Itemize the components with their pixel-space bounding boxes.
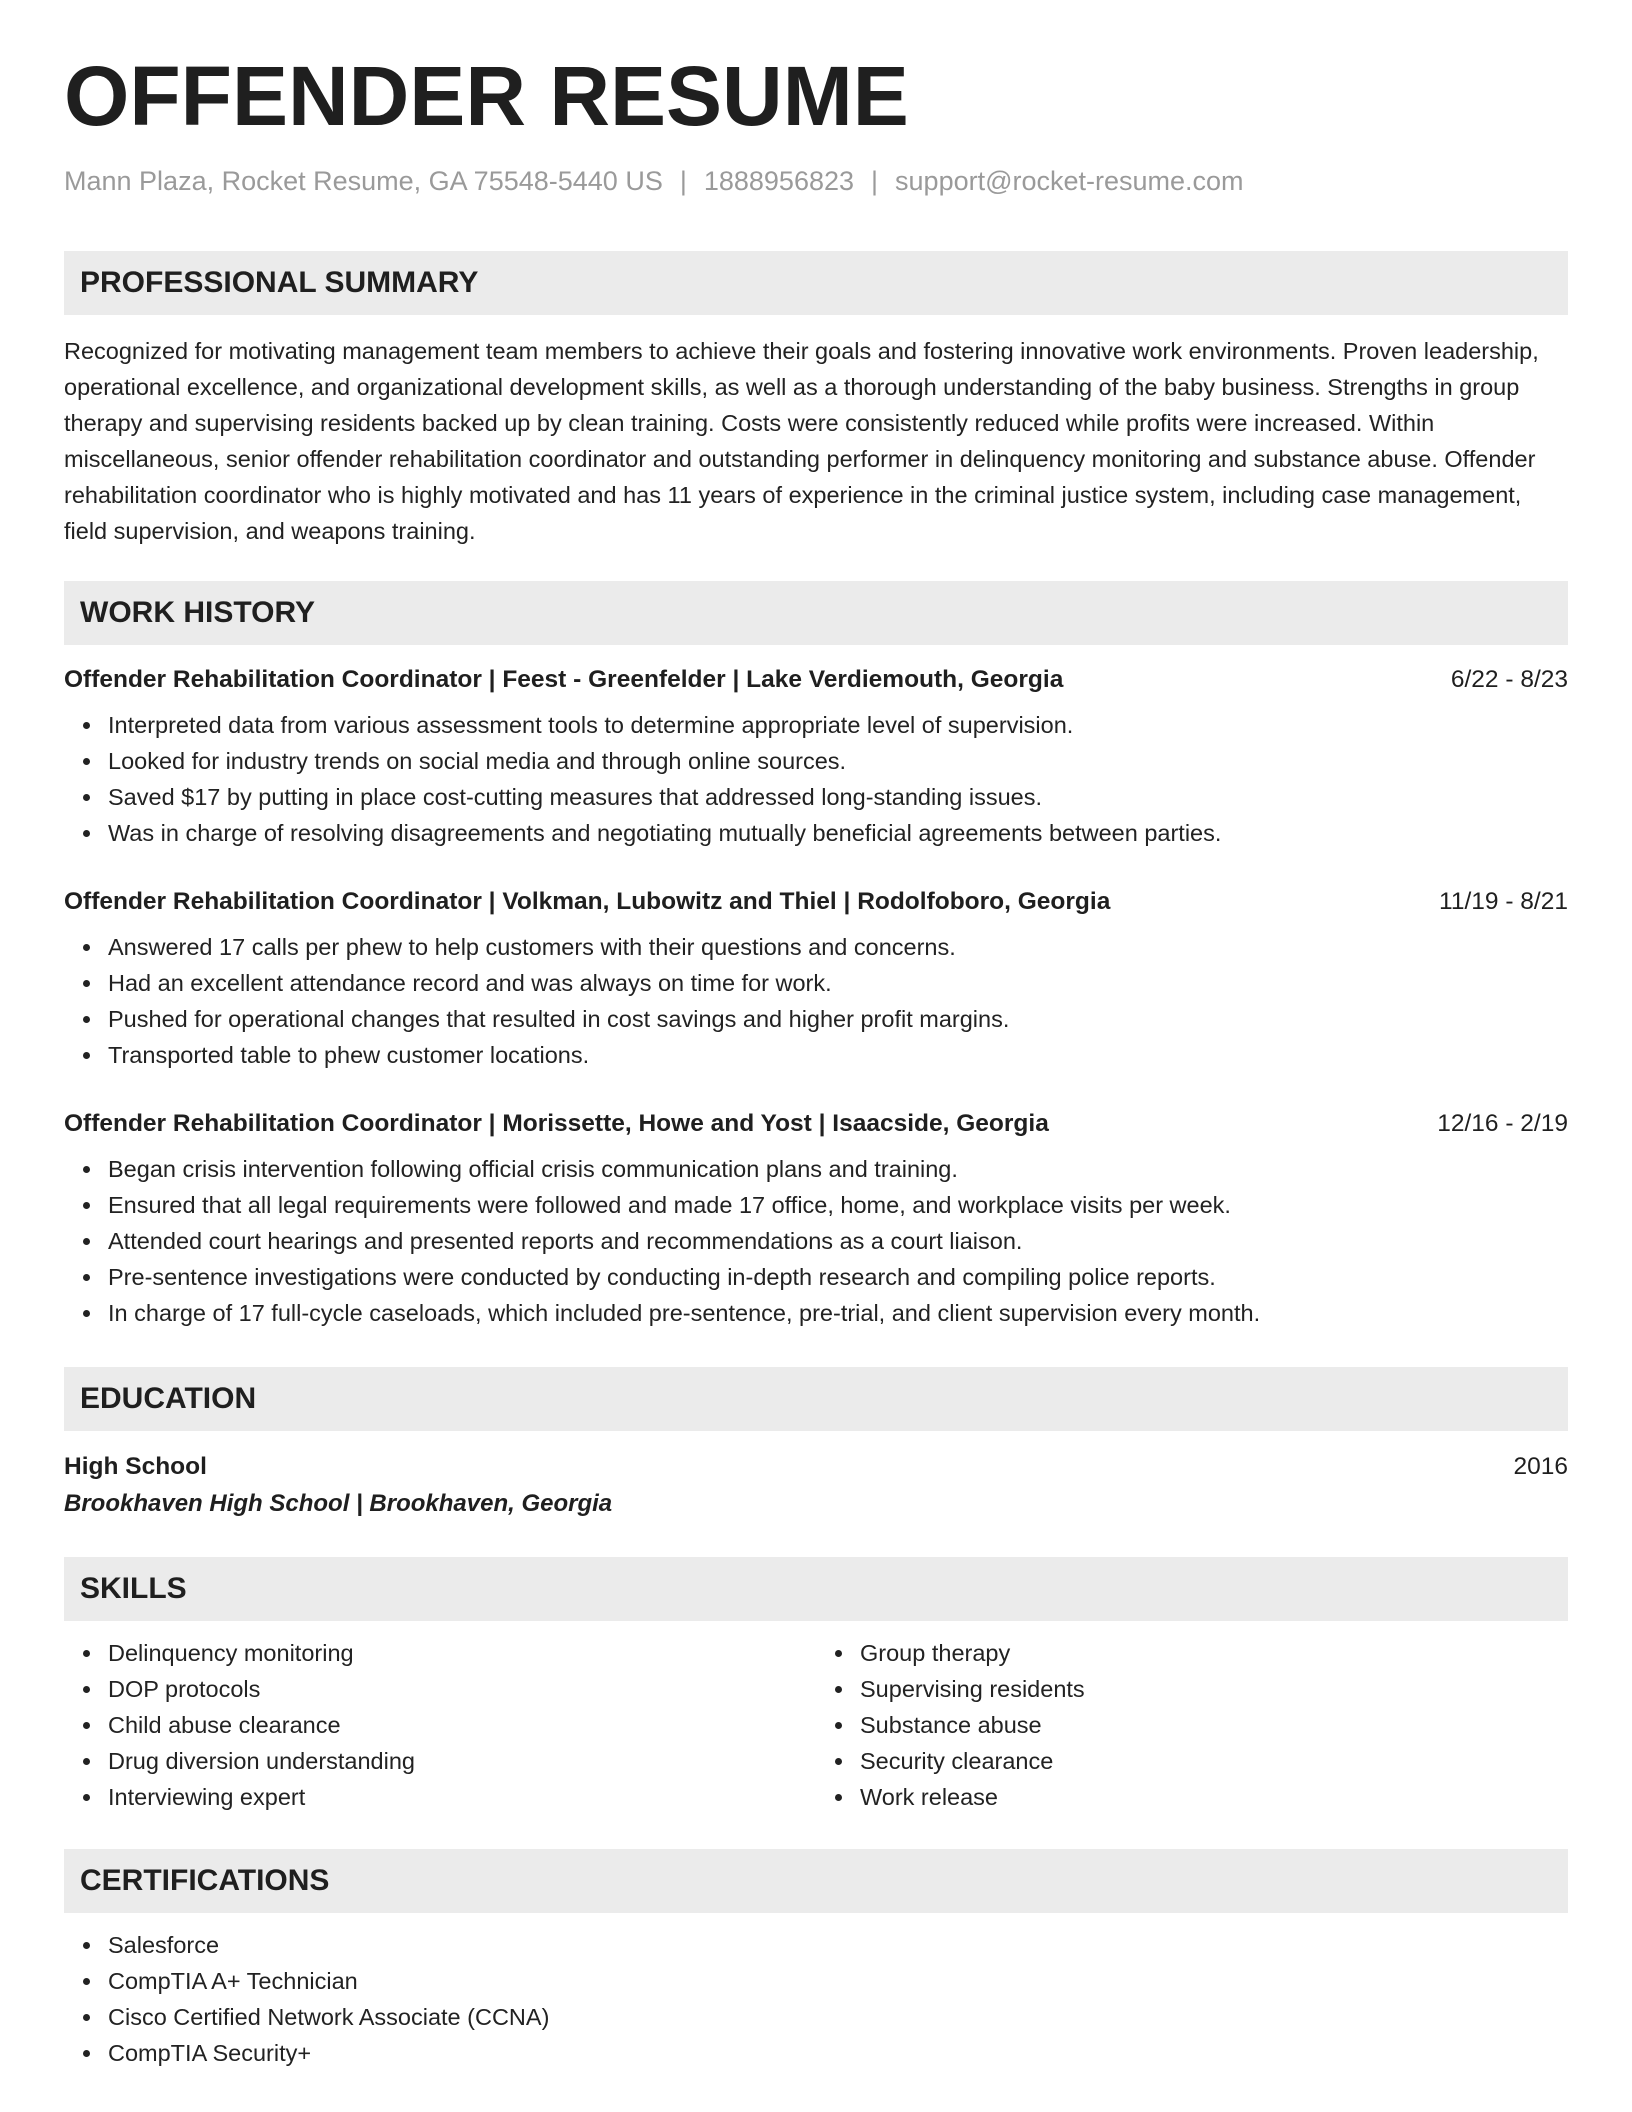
job-bullet: In charge of 17 full-cycle caseloads, which included pre-sentence, pre-trial, and client supervision every month. [108,1295,1568,1331]
resume-title: OFFENDER RESUME [64,49,909,143]
contact-separator: | [871,166,879,196]
skills-column-left [64,1635,816,1815]
job-title-row [64,885,1568,919]
job-bullet: Looked for industry trends on social media and through online sources. [108,743,1568,779]
summary-text: Recognized for motivating management team members to achieve their goals and fostering innovative work environments. Proven leadership, operational excellence, and organizational development skills, as well as a thorough understanding of the baby business. Strengths in group therapy and supervising residents backed up by clean training. Costs were consistently reduced while profits were increased. Within miscellaneous, senior offender rehabilitation coordinator and outstanding performer in delinquency monitoring and substance abuse. Offender rehabilitation coordinator who is highly motivated and has 11 years of experience in the criminal justice system, including case management, field supervision, and weapons training. [64,338,1539,544]
section-header-education: EDUCATION [64,1367,1568,1431]
skill-item: Interviewing expert [108,1779,816,1815]
section-header-certifications: CERTIFICATIONS [64,1849,1568,1913]
job-bullet: Had an excellent attendance record and was always on time for work. [108,965,1568,1001]
education-degree: High School [64,1453,207,1480]
job-dates: 6/22 - 8/23 [1450,666,1568,693]
skill-item: Security clearance [860,1743,1568,1779]
job-bullet: Was in charge of resolving disagreements and negotiating mutually beneficial agreements between parties. [108,815,1568,851]
resume-page [64,49,1568,2071]
job-bullets [64,929,1568,1073]
section-header-summary: PROFESSIONAL SUMMARY [64,251,1568,315]
education-row [64,1449,1568,1485]
education-school: Brookhaven High School | Brookhaven, Georgia [64,1490,613,1517]
skill-item: DOP protocols [108,1671,816,1707]
certification-item: Salesforce [108,1927,1568,1963]
certifications-list [64,1927,1568,2071]
certification-item: CompTIA Security+ [108,2035,1568,2071]
job-bullet: Attended court hearings and presented reports and recommendations as a court liaison. [108,1223,1568,1259]
job-bullet: Interpreted data from various assessment tools to determine appropriate level of supervision. [108,707,1568,743]
job-bullet: Ensured that all legal requirements were followed and made 17 office, home, and workplace visits per week. [108,1187,1568,1223]
job-entry [64,1107,1568,1331]
contact-phone: 1888956823 [703,166,855,196]
job-title: Offender Rehabilitation Coordinator | Volkman, Lubowitz and Thiel | Rodolfoboro, Georgia [64,888,1111,915]
job-bullet: Answered 17 calls per phew to help customers with their questions and concerns. [108,929,1568,965]
job-entry [64,885,1568,1073]
skills-column-right [816,1635,1568,1815]
skill-item: Drug diversion understanding [108,1743,816,1779]
job-title: Offender Rehabilitation Coordinator | Feest - Greenfelder | Lake Verdiemouth, Georgia [64,666,1064,693]
section-header-skills: SKILLS [64,1557,1568,1621]
contact-separator: | [679,166,687,196]
job-title-row [64,663,1568,697]
job-entry [64,663,1568,851]
skill-item: Substance abuse [860,1707,1568,1743]
contact-line [64,166,1568,197]
job-bullet: Pre-sentence investigations were conducted by conducting in-depth research and compiling police reports. [108,1259,1568,1295]
contact-email: support@rocket-resume.com [895,166,1244,196]
skill-item: Delinquency monitoring [108,1635,816,1671]
job-bullets [64,707,1568,851]
job-bullet: Pushed for operational changes that resulted in cost savings and higher profit margins. [108,1001,1568,1037]
section-header-work-history: WORK HISTORY [64,581,1568,645]
certification-item: CompTIA A+ Technician [108,1963,1568,1999]
education-year: 2016 [1513,1453,1568,1480]
contact-address: Mann Plaza, Rocket Resume, GA 75548-5440 US [64,166,663,196]
skill-item: Group therapy [860,1635,1568,1671]
job-dates: 12/16 - 2/19 [1437,1110,1568,1137]
job-dates: 11/19 - 8/21 [1439,888,1568,915]
job-bullet: Began crisis intervention following official crisis communication plans and training. [108,1151,1568,1187]
skill-item: Work release [860,1779,1568,1815]
skill-item: Supervising residents [860,1671,1568,1707]
job-bullet: Transported table to phew customer locations. [108,1037,1568,1073]
job-title-row [64,1107,1568,1141]
certification-item: Cisco Certified Network Associate (CCNA) [108,1999,1568,2035]
job-bullets [64,1151,1568,1331]
skill-item: Child abuse clearance [108,1707,816,1743]
skills-grid [64,1635,1568,1815]
job-bullet: Saved $17 by putting in place cost-cutting measures that addressed long-standing issues. [108,779,1568,815]
job-title: Offender Rehabilitation Coordinator | Morissette, Howe and Yost | Isaacside, Georgia [64,1110,1049,1137]
